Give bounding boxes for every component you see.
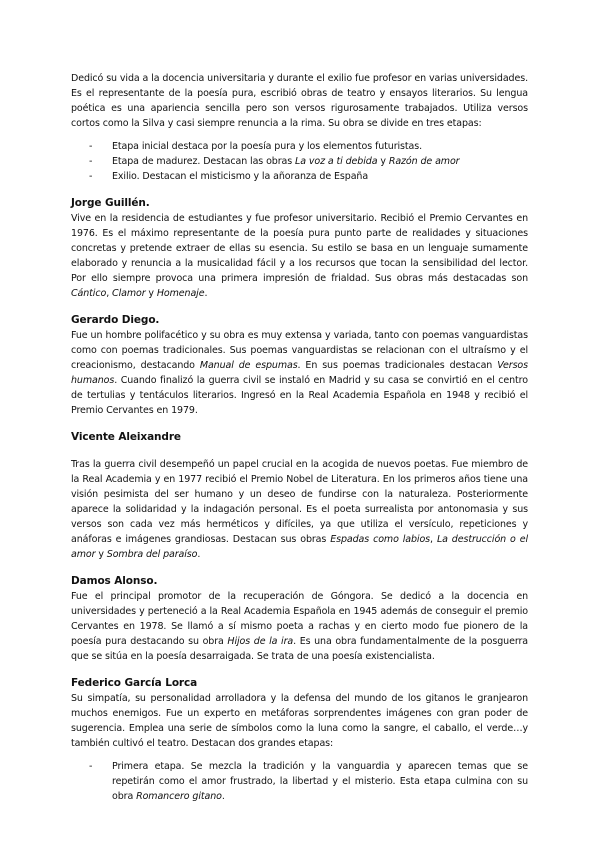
spacer: [71, 184, 528, 196]
section-heading-aleixandre: Vicente Aleixandre: [71, 431, 181, 443]
work-title: Hijos de la ira: [227, 636, 294, 647]
work-title: Versos humanos: [71, 360, 528, 386]
conjunction: y: [145, 288, 157, 299]
list-item: [71, 759, 528, 804]
spacer: [71, 664, 528, 676]
list-item: [71, 169, 528, 184]
work-title: Clamor: [112, 288, 146, 299]
section-heading-lorca: Federico García Lorca: [71, 677, 198, 689]
list-item: [71, 154, 528, 169]
stage-1-text: Etapa inicial destaca por la poesía pura y los elementos futuristas.: [112, 141, 423, 152]
spacer: [71, 751, 528, 759]
section-heading-guillen: Jorge Guillén.: [71, 197, 150, 209]
intro-paragraph: Dedicó su vida a la docencia universitaria y durante el exilio fue profesor en varias universidades. Es el representante de la poesía pura, escribió obras de teatro y ensayos literarios. Su lengua poética es una apariencia sencilla pero son versos rigurosamente trabajados. Utiliza versos cortos como la Silva y casi siempre renuncia a la rima. Su obra se divide en tres etapas:: [71, 73, 528, 129]
dash-bullet: -: [89, 141, 93, 152]
dash-bullet: -: [89, 761, 93, 772]
section-heading-diego: Gerardo Diego.: [71, 314, 160, 326]
lorca-stages-list: [71, 759, 528, 804]
spacer: [71, 301, 528, 313]
work-title: Sombra del paraíso: [106, 549, 198, 560]
spacer: [71, 131, 528, 139]
alonso-paragraph: [71, 589, 528, 664]
stage-2-text: Etapa de madurez. Destacan las obras: [112, 156, 296, 167]
conjunction: y: [377, 156, 389, 167]
stage-text: Primera etapa. Se mezcla la tradición y la vanguardia y aparecen temas que se repetirán como el amor frustrado, la libertad y el misterio. Esta etapa culmina con su obra: [112, 761, 528, 802]
guillen-paragraph: [71, 211, 528, 301]
period: .: [204, 288, 208, 299]
work-title: La destrucción o el amor: [71, 534, 529, 560]
separator: ,: [430, 534, 437, 545]
conjunction: y: [95, 549, 107, 560]
spacer: [71, 445, 528, 457]
body-text: . Es una obra fundamentalmente de la posguerra que se sitúa en la poesía desarraigada. Se trata de una poesía existencialista.: [71, 636, 528, 662]
body-text: . En sus poemas tradicionales destacan: [297, 360, 498, 371]
spacer: [71, 562, 528, 574]
work-title: Manual de espumas: [199, 360, 298, 371]
dash-bullet: -: [89, 171, 93, 182]
dash-bullet: -: [89, 156, 93, 167]
work-title: Homenaje: [156, 288, 205, 299]
period: .: [221, 791, 225, 802]
body-text: Tras la guerra civil desempeñó un papel crucial en la acogida de nuevos poetas. Fue miembro de la Real Academia y en 1977 recibió el Premio Nobel de Literatura. En los primeros años tiene una visión pesimista del ser humano y un deseo de fundirse con la naturaleza. Posteriormente aparece la solidaridad y la indagación personal. Es el poeta surrealista por antonomasia y sus versos son cada vez más herméticos y difíciles, ya que utiliza el versículo, repeticiones y anáforas e imágenes grandiosas. Destacan sus obras: [71, 459, 528, 545]
body-text: . Cuando finalizó la guerra civil se instaló en Madrid y su casa se convirtió en el centro de tertulias y tentáculos literarios. Ingresó en la Real Academia Española en 1948 y recibió el Premio Cervantes en 1979.: [71, 375, 528, 416]
lorca-paragraph: Su simpatía, su personalidad arrolladora y la defensa del mundo de los gitanos le granjearon muchos enemigos. Fue un experto en metáforas sorprendentes imágenes con gran poder de sugerencia. Emplea una serie de símbolos como la luna como la sangre, el caballo, el verde…y también cultivó el teatro. Destacan dos grandes etapas:: [71, 693, 528, 749]
salinas-stages-list: [71, 139, 528, 184]
period: .: [197, 549, 201, 560]
work-title: La voz a ti debida: [295, 156, 378, 167]
work-title: Razón de amor: [388, 156, 460, 167]
spacer: [71, 418, 528, 430]
list-item: [71, 139, 528, 154]
aleixandre-paragraph: [71, 457, 528, 562]
work-title: Romancero gitano: [136, 791, 222, 802]
body-text: Vive en la residencia de estudiantes y fue profesor universitario. Recibió el Premio Cervantes en 1976. Es el máximo representante de la poesía pura punto parte de realidades y situaciones concretas y pretende extraer de ellas su esencia. Su estilo se basa en un lenguaje sumamente elaborado y renuncia a la musicalidad fácil y a los recursos que tocan la sensibilidad del lector. Por ello siempre provoca una primera impresión de frialdad. Sus obras más destacadas son: [71, 213, 528, 284]
stage-3-text: Exilio. Destacan el misticismo y la añoranza de España: [112, 171, 369, 182]
diego-paragraph: [71, 328, 528, 418]
separator: ,: [106, 288, 113, 299]
work-title: Espadas como labios: [330, 534, 431, 545]
body-text: Fue el principal promotor de la recuperación de Góngora. Se dedicó a la docencia en universidades y perteneció a la Real Academia Española en 1945 además de conseguir el premio Cervantes en 1978. Se llamó a sí mismo poeta a rachas y en cierto modo fue pionero de la poesía pura destacando su obra: [71, 591, 528, 647]
work-title: Cántico: [71, 288, 107, 299]
section-heading-alonso: Damos Alonso.: [71, 575, 158, 587]
body-text: Fue un hombre polifacético y su obra es muy extensa y variada, tanto con poemas vanguardistas como con poemas tradicionales. Sus poemas vanguardistas se relacionan con el ultraísmo y el creacionismo, destacando: [71, 330, 528, 371]
